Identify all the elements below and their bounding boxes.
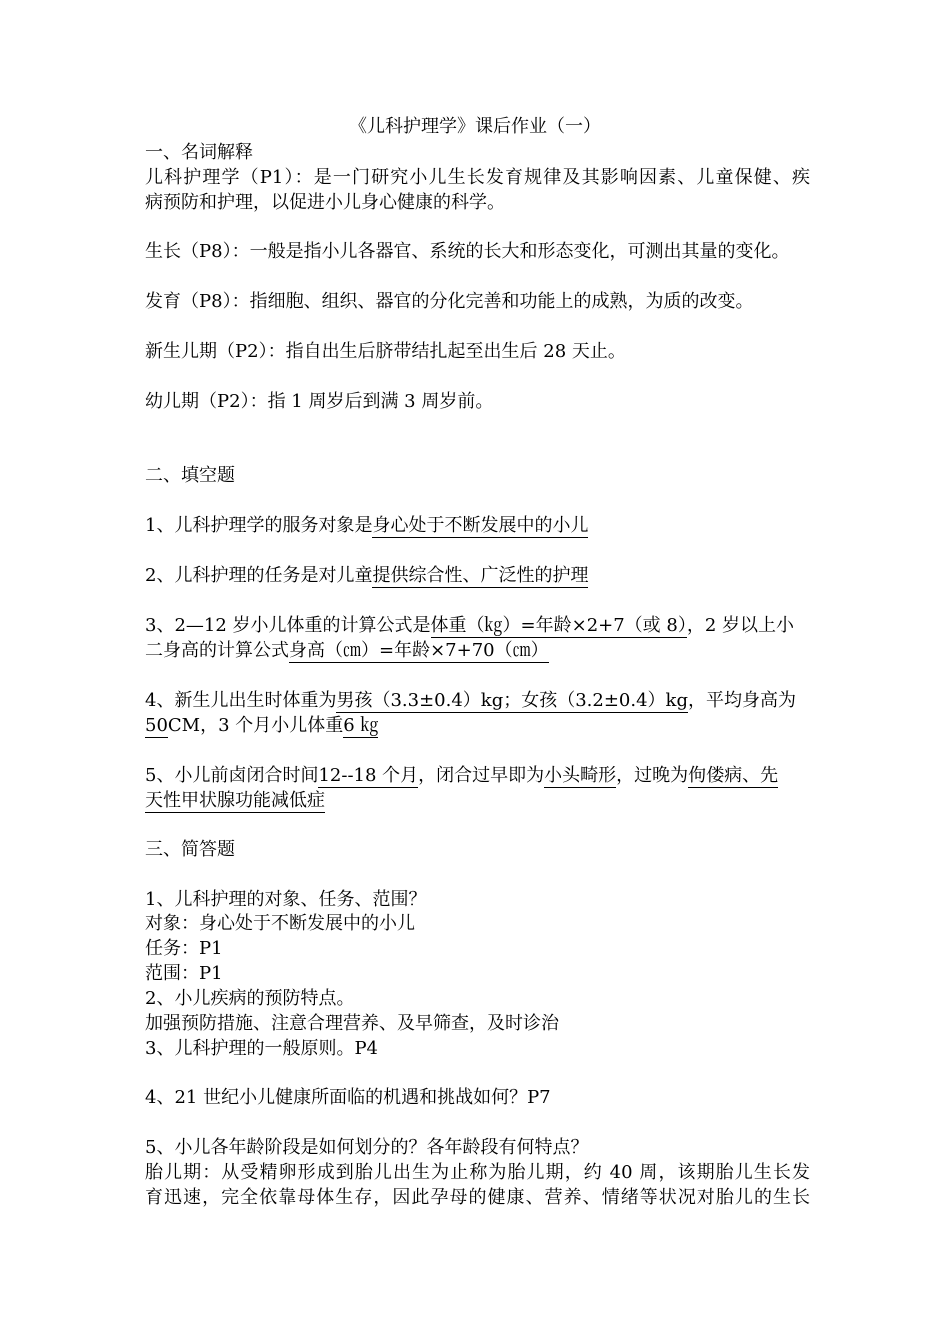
fill-question-4 — [145, 689, 810, 713]
short-answer-question-3: 3、儿科护理的一般原则。P4 — [145, 1038, 379, 1059]
fill-question-3b-text: 二身高的计算公式 — [145, 640, 289, 661]
fill-question-1-answer: 身心处于不断发展中的小儿 — [372, 515, 589, 536]
fill-question-5 — [145, 764, 810, 788]
fill-question-1-text: 1、儿科护理学的服务对象是 — [145, 515, 373, 536]
short-answer-1-object: 对象：身心处于不断发展中的小儿 — [145, 913, 415, 934]
definition-development: 发育（P8）：指细胞、组织、器官的分化完善和功能上的成熟，为质的改变。 — [145, 291, 754, 312]
section-1-heading: 一、名词解释 — [145, 142, 253, 163]
fill-question-3 — [145, 614, 810, 638]
fill-question-3-answer-height: 身高（㎝）=年龄×7+70（㎝） — [289, 640, 549, 661]
fill-question-5-text-mid: ，闭合过早即为 — [418, 765, 545, 786]
fill-question-4-line2 — [145, 714, 810, 738]
fill-question-5-answer-late-cont: 天性甲状腺功能减低症 — [145, 790, 325, 811]
fill-question-5-answer-closure-time: 12--18 个月 — [318, 765, 419, 786]
fill-question-5-line2 — [145, 789, 810, 813]
fill-question-5-answer-early: 小头畸形 — [544, 765, 617, 786]
short-answer-5-fetal-period: 胎儿期：从受精卵形成到胎儿出生为止称为胎儿期，约 40 周，该期胎儿生长发 — [145, 1162, 810, 1183]
section-3-heading: 三、简答题 — [145, 839, 235, 860]
fill-question-1 — [145, 514, 810, 538]
document-title: 《儿科护理学》课后作业（一） — [349, 116, 601, 137]
short-answer-1-task: 任务：P1 — [145, 938, 223, 959]
fill-question-5-text: 5、小儿前卤闭合时间 — [145, 765, 319, 786]
fill-question-2-answer: 提供综合性、广泛性的护理 — [372, 565, 589, 586]
short-answer-1-scope: 范围：P1 — [145, 963, 223, 984]
fill-question-2-text: 2、儿科护理的任务是对儿童 — [145, 565, 373, 586]
fill-question-4b-text: CM，3 个月小儿体重 — [167, 715, 344, 736]
fill-question-4-answer-length: 50 — [145, 715, 168, 736]
fill-question-3-answer-weight: 体重（㎏）=年龄×2+7（或 8） — [430, 615, 687, 636]
short-answer-question-5: 5、小儿各年龄阶段是如何划分的？各年龄段有何特点？ — [145, 1137, 589, 1158]
fill-question-5-text-mid2: ，过晚为 — [616, 765, 689, 786]
short-answer-question-1: 1、儿科护理的对象、任务、范围？ — [145, 889, 427, 910]
fill-question-5-answer-late: 佝偻病、先 — [688, 765, 779, 786]
definition-toddler-period: 幼儿期（P2）：指 1 周岁后到满 3 周岁前。 — [145, 391, 494, 412]
fill-question-3-line2 — [145, 639, 810, 663]
definition-pediatric-nursing: 儿科护理学（P1）：是一门研究小儿生长发育规律及其影响因素、儿童保健、疾 — [145, 167, 810, 188]
fill-question-4-text: 4、新生儿出生时体重为 — [145, 690, 337, 711]
fill-question-4-answer-3mo-weight: 6 ㎏ — [343, 715, 379, 736]
definition-growth: 生长（P8）：一般是指小儿各器官、系统的长大和形态变化，可测出其量的变化。 — [145, 241, 790, 262]
fill-question-4-text-cont: ，平均身高为 — [687, 690, 796, 711]
fill-question-2 — [145, 564, 810, 588]
section-2-heading: 二、填空题 — [145, 465, 235, 486]
fill-question-4-answer-birth-weight: 男孩（3.3±0.4）kg；女孩（3.2±0.4）kg — [336, 690, 688, 711]
definition-neonatal-period: 新生儿期（P2）：指自出生后脐带结扎起至出生后 28 天止。 — [145, 341, 626, 362]
short-answer-5-fetal-period-cont: 育迅速，完全依靠母体生存，因此孕母的健康、营养、情绪等状况对胎儿的生长 — [145, 1187, 810, 1208]
definition-pediatric-nursing-cont: 病预防和护理，以促进小儿身心健康的科学。 — [145, 192, 505, 213]
fill-question-3-text-cont: ，2 岁以上小 — [686, 615, 795, 636]
short-answer-2-answer: 加强预防措施、注意合理营养、及早筛查，及时诊治 — [145, 1013, 559, 1034]
short-answer-question-4: 4、21 世纪小儿健康所面临的机遇和挑战如何？P7 — [145, 1087, 551, 1108]
fill-question-3-text: 3、2—12 岁小儿体重的计算公式是 — [145, 615, 431, 636]
short-answer-question-2: 2、小儿疾病的预防特点。 — [145, 988, 355, 1009]
